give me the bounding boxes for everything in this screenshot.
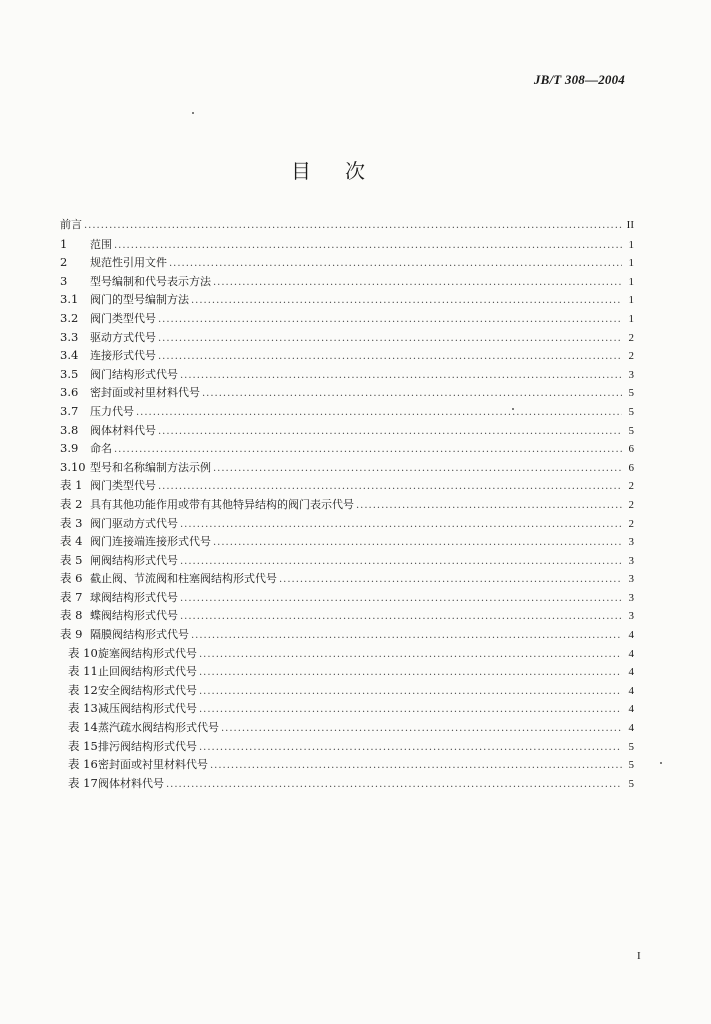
toc-entry-number: 3: [60, 273, 68, 288]
toc-entry-number: 表 8: [60, 608, 83, 623]
toc-entry[interactable]: [60, 625, 634, 644]
toc-entry-number: 表 5: [60, 552, 83, 567]
toc-entry[interactable]: [60, 644, 634, 663]
toc-entry-number: 3.5: [60, 366, 79, 381]
toc-entry[interactable]: [60, 458, 634, 477]
dot-leader: [199, 664, 622, 683]
toc-entry[interactable]: [60, 737, 634, 756]
toc-entry-page: 4: [628, 666, 634, 679]
toc-entry-page: 1: [628, 238, 634, 251]
toc-entry-number: 表 14: [68, 720, 98, 735]
toc-entry-label: 阀体材料代号: [98, 776, 164, 790]
toc-entry-number: 3.4: [60, 348, 79, 363]
dot-leader: [180, 590, 622, 609]
toc-entry-page: 3: [628, 610, 634, 623]
toc-entry-label: 前言: [60, 218, 82, 231]
toc-entry-label: 止回阀结构形式代号: [98, 665, 197, 679]
dot-leader: [84, 217, 622, 236]
page-number: I: [637, 950, 641, 962]
toc-entry-label: 规范性引用文件: [90, 256, 167, 270]
toc-entry-label: 阀门类型代号: [90, 311, 156, 325]
toc-entry-page: II: [626, 219, 634, 231]
toc-entry-label: 闸阀结构形式代号: [90, 553, 178, 567]
toc-entry-number: 3.1: [60, 292, 79, 307]
toc-entry-number: 表 7: [60, 589, 83, 604]
toc-entry-label: 旋塞阀结构形式代号: [98, 646, 197, 660]
toc-entry-number: 3.2: [60, 310, 79, 325]
table-of-contents: [60, 216, 634, 792]
dot-leader: [169, 255, 622, 274]
toc-entry-label: 减压阀结构形式代号: [98, 702, 197, 716]
dot-leader: [191, 627, 622, 646]
toc-entry-label: 阀门类型代号: [90, 479, 156, 493]
toc-entry-page: 2: [628, 480, 634, 493]
toc-entry-number: 表 9: [60, 627, 83, 642]
toc-entry-number: 3.6: [60, 385, 79, 400]
toc-entry[interactable]: [60, 253, 634, 272]
toc-entry-page: 1: [628, 275, 634, 288]
standard-code: JB/T 308—2004: [533, 72, 625, 87]
toc-entry-page: 6: [628, 443, 634, 456]
toc-entry-label: 密封面或衬里材料代号: [90, 386, 200, 400]
toc-entry-label: 密封面或衬里材料代号: [98, 758, 208, 772]
toc-entry-page: 2: [628, 350, 634, 363]
dot-leader: [180, 553, 622, 572]
toc-entry-page: 1: [628, 312, 634, 325]
toc-entry-label: 型号和名称编制方法示例: [90, 460, 211, 474]
toc-entry[interactable]: [60, 495, 634, 514]
toc-entry-number: 3.7: [60, 403, 79, 418]
dot-leader: [158, 348, 622, 367]
toc-entry-page: 4: [628, 647, 634, 660]
toc-entry-page: 5: [628, 424, 634, 437]
page-title: 目次: [291, 159, 399, 183]
dot-leader: [180, 608, 622, 627]
toc-entry-label: 阀体材料代号: [90, 423, 156, 437]
dot-leader: [210, 757, 622, 776]
toc-entry[interactable]: [60, 662, 634, 681]
toc-entry-number: 表 3: [60, 515, 83, 530]
toc-entry-label: 安全阀结构形式代号: [98, 683, 197, 697]
dot-leader: [199, 701, 622, 720]
toc-entry-label: 球阀结构形式代号: [90, 590, 178, 604]
scan-speck: [512, 408, 514, 410]
toc-entry-page: 3: [628, 591, 634, 604]
toc-entry-page: 3: [628, 368, 634, 381]
toc-entry[interactable]: [60, 309, 634, 328]
dot-leader: [356, 497, 622, 516]
scan-speck: [660, 762, 662, 764]
toc-entry-page: 5: [628, 405, 634, 418]
toc-entry[interactable]: [60, 774, 634, 793]
toc-entry[interactable]: [60, 569, 634, 588]
dot-leader: [166, 776, 622, 795]
toc-entry[interactable]: [60, 290, 634, 309]
dot-leader: [213, 534, 622, 553]
toc-entry[interactable]: [60, 606, 634, 625]
dot-leader: [114, 237, 622, 256]
dot-leader: [213, 274, 622, 293]
toc-entry-number: 表 12: [68, 682, 98, 697]
dot-leader: [158, 478, 622, 497]
toc-entry-page: 6: [628, 461, 634, 474]
toc-entry-label: 连接形式代号: [90, 349, 156, 363]
toc-entry-page: 3: [628, 536, 634, 549]
toc-entry[interactable]: [60, 328, 634, 347]
toc-entry-label: 阀门连接端连接形式代号: [90, 535, 211, 549]
toc-entry-number: 2: [60, 255, 68, 270]
toc-entry[interactable]: [60, 551, 634, 570]
toc-entry[interactable]: [60, 402, 634, 421]
toc-entry-page: 4: [628, 722, 634, 735]
toc-entry-number: 表 10: [68, 645, 98, 660]
toc-entry[interactable]: [60, 365, 634, 384]
dot-leader: [158, 311, 622, 330]
toc-entry-label: 排污阀结构形式代号: [98, 739, 197, 753]
toc-entry-number: 3.10: [60, 459, 86, 474]
toc-entry-page: 5: [628, 759, 634, 772]
toc-entry[interactable]: [60, 755, 634, 774]
dot-leader: [202, 385, 622, 404]
toc-entry-page: 3: [628, 554, 634, 567]
dot-leader: [158, 330, 622, 349]
dot-leader: [136, 404, 622, 423]
toc-entry-number: 1: [60, 236, 68, 251]
dot-leader: [199, 683, 622, 702]
toc-entry-page: 2: [628, 331, 634, 344]
toc-entry-label: 蒸汽疏水阀结构形式代号: [98, 721, 219, 735]
toc-entry-number: 3.3: [60, 329, 79, 344]
dot-leader: [221, 720, 622, 739]
toc-entry[interactable]: [60, 476, 634, 495]
toc-entry[interactable]: [60, 216, 634, 235]
toc-entry-label: 驱动方式代号: [90, 330, 156, 344]
toc-entry[interactable]: [60, 439, 634, 458]
toc-entry-number: 表 11: [68, 664, 98, 679]
toc-entry[interactable]: [60, 718, 634, 737]
dot-leader: [191, 292, 622, 311]
dot-leader: [114, 441, 622, 460]
toc-entry-number: 表 6: [60, 571, 83, 586]
toc-entry-page: 3: [628, 573, 634, 586]
toc-entry-label: 具有其他功能作用或带有其他特异结构的阀门表示代号: [90, 497, 354, 511]
toc-entry[interactable]: [60, 588, 634, 607]
dot-leader: [213, 460, 622, 479]
toc-entry[interactable]: [60, 421, 634, 440]
toc-entry-page: 2: [628, 498, 634, 511]
toc-entry[interactable]: [60, 699, 634, 718]
dot-leader: [199, 739, 622, 758]
dot-leader: [158, 423, 622, 442]
toc-entry-page: 5: [628, 740, 634, 753]
toc-entry-page: 5: [628, 777, 634, 790]
toc-entry-page: 1: [628, 257, 634, 270]
toc-entry[interactable]: [60, 681, 634, 700]
toc-entry-page: 4: [628, 684, 634, 697]
toc-entry[interactable]: [60, 272, 634, 291]
toc-entry-page: 4: [628, 703, 634, 716]
toc-entry-label: 阀门的型号编制方法: [90, 293, 189, 307]
toc-entry-page: 5: [628, 387, 634, 400]
toc-entry-number: 表 13: [68, 701, 98, 716]
toc-entry-number: 3.8: [60, 422, 79, 437]
toc-entry[interactable]: [60, 383, 634, 402]
toc-entry-label: 命名: [90, 442, 112, 456]
toc-entry-page: 1: [628, 294, 634, 307]
dot-leader: [199, 646, 622, 665]
toc-entry[interactable]: [60, 532, 634, 551]
dot-leader: [180, 367, 622, 386]
toc-entry-label: 范围: [90, 237, 112, 251]
toc-entry-label: 压力代号: [90, 404, 134, 418]
toc-entry-label: 阀门结构形式代号: [90, 367, 178, 381]
toc-entry-label: 蝶阀结构形式代号: [90, 609, 178, 623]
toc-entry-number: 表 2: [60, 496, 83, 511]
toc-entry[interactable]: [60, 346, 634, 365]
dot-leader: [180, 516, 622, 535]
toc-entry-number: 表 16: [68, 757, 98, 772]
toc-entry-label: 型号编制和代号表示方法: [90, 274, 211, 288]
scan-speck: [192, 112, 194, 114]
toc-entry-page: 2: [628, 517, 634, 530]
toc-entry-label: 阀门驱动方式代号: [90, 516, 178, 530]
toc-entry-number: 表 17: [68, 775, 98, 790]
toc-entry-page: 4: [628, 629, 634, 642]
toc-entry[interactable]: [60, 235, 634, 254]
dot-leader: [279, 571, 622, 590]
toc-entry[interactable]: [60, 514, 634, 533]
toc-entry-number: 表 15: [68, 738, 98, 753]
toc-entry-label: 截止阀、节流阀和柱塞阀结构形式代号: [90, 572, 277, 586]
toc-entry-number: 表 1: [60, 478, 83, 493]
toc-entry-label: 隔膜阀结构形式代号: [90, 628, 189, 642]
toc-entry-number: 表 4: [60, 534, 83, 549]
toc-entry-number: 3.9: [60, 441, 79, 456]
